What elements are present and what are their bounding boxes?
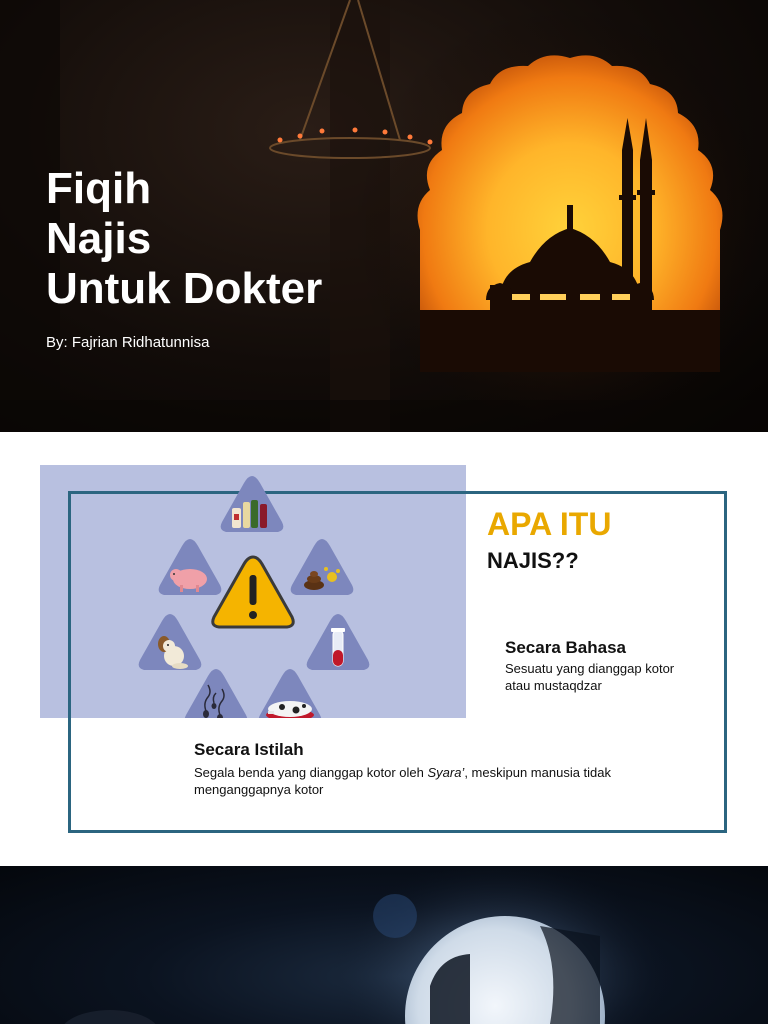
slide-moon	[0, 866, 768, 1024]
bahasa-title: Secara Bahasa	[505, 638, 626, 657]
title-line-2: Najis	[46, 214, 152, 263]
pig-icon	[159, 539, 222, 595]
slide-definition	[0, 432, 768, 866]
istilah-title: Secara Istilah	[194, 740, 304, 759]
bahasa-text: Sesuatu yang dianggap kotor atau mustaqdzar	[505, 661, 675, 693]
carcass-icon	[259, 669, 322, 718]
najis-icons-illustration	[40, 465, 466, 718]
warning-icon	[213, 557, 293, 627]
blood-tube-icon	[307, 614, 370, 670]
feces-icon	[291, 539, 354, 595]
moon-arch-background	[0, 866, 768, 1024]
istilah-text	[194, 764, 674, 798]
sperm-icon	[185, 669, 248, 718]
istilah-text-italic: Syara’	[427, 765, 465, 780]
dog-icon	[139, 614, 202, 670]
bottles-icon	[221, 476, 284, 532]
author-line: By: Fajrian Ridhatunnisa	[46, 334, 210, 351]
istilah-text-end: , meskipun manusia tidak menganggapnya kotor	[194, 765, 612, 797]
title-line-3: Untuk Dokter	[46, 264, 323, 313]
presentation-title	[46, 164, 322, 314]
slide-title	[0, 0, 768, 432]
istilah-text-start: Segala benda yang dianggap kotor oleh	[194, 765, 428, 780]
title-line-1: Fiqih	[46, 164, 152, 213]
definition-heading: APA ITU	[487, 506, 612, 542]
definition-subheading: NAJIS??	[487, 548, 579, 573]
